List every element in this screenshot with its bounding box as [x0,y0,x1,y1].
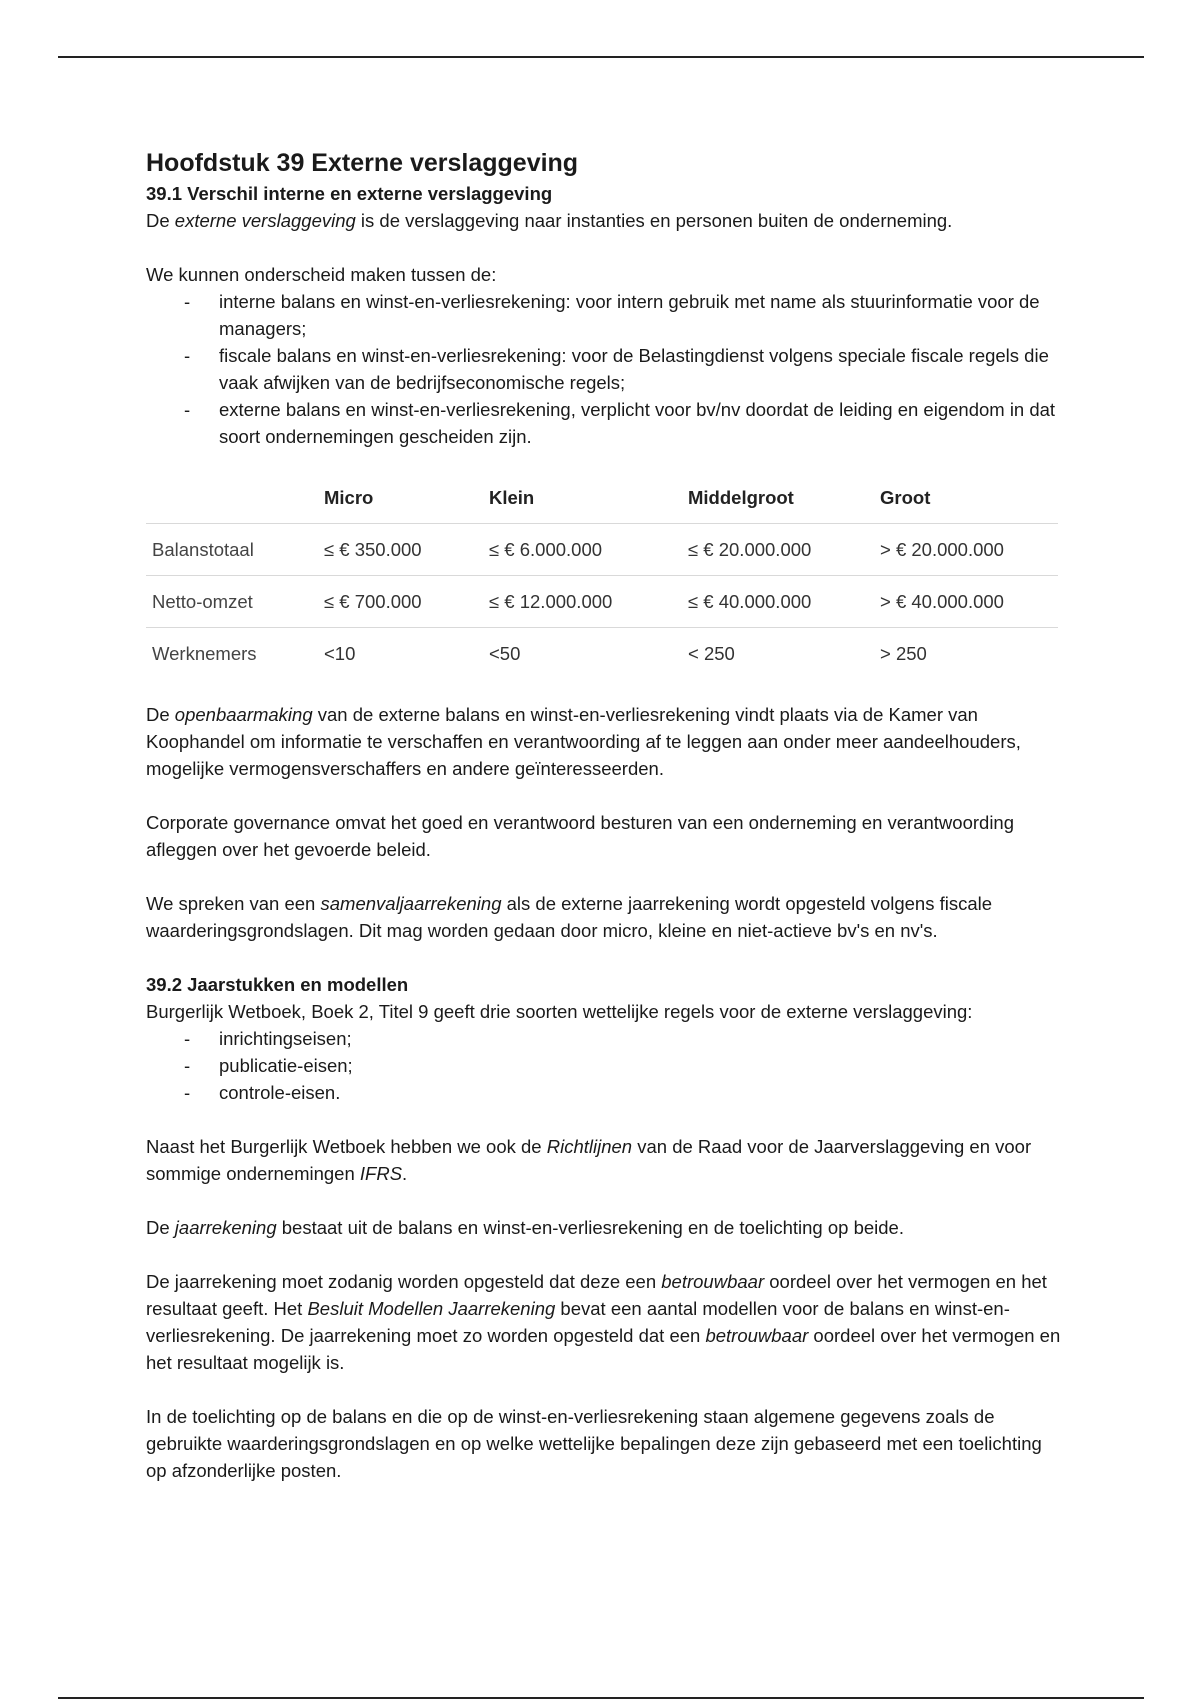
paragraph-externe-verslaggeving: De externe verslaggeving is de verslaggeving naar instanties en personen buiten de onderneming. [146,210,953,231]
table-cell: <50 [483,628,682,680]
list-item: - fiscale balans en winst-en-verliesrekening: voor de Belastingdienst volgens speciale fiscale regels die vaak afwijken van de bedrijfseconomische regels; [219,342,1066,396]
list-item: - publicatie-eisen; [219,1052,1066,1079]
paragraph-openbaarmaking: De openbaarmaking van de externe balans en winst-en-verliesrekening vindt plaats via de Kamer van Koophandel om informatie te verschaffen en verantwoording af te leggen aan onder meer aandeelhouders, mogelijke vermogensverschaffers en andere geïnteresseerden. [146,704,1021,779]
table-cell: < 250 [682,628,874,680]
table-row [146,576,1058,628]
table-cell: > 250 [874,628,1058,680]
document-body [146,146,1066,1484]
table-cell: > € 20.000.000 [874,524,1058,576]
paragraph-richtlijnen: Naast het Burgerlijk Wetboek hebben we ook de Richtlijnen van de Raad voor de Jaarverslaggeving en voor sommige ondernemingen IFRS. [146,1136,1032,1184]
table-cell: Netto-omzet [146,576,318,628]
table-header-cell [146,472,318,524]
table-header-cell: Micro [324,486,374,508]
report-types-list [146,288,1066,450]
list-item: - externe balans en winst-en-verliesrekening, verplicht voor bv/nv doordat de leiding en eigendom in dat soort ondernemingen gescheiden zijn. [219,396,1066,450]
paragraph-burgerlijk-wetboek: Burgerlijk Wetboek, Boek 2, Titel 9 geeft drie soorten wettelijke regels voor de externe verslaggeving: [146,1001,973,1022]
list-item: - inrichtingseisen; [219,1025,1066,1052]
table-cell: ≤ € 6.000.000 [483,524,682,576]
header-rule [58,56,1144,58]
table-header-cell: Middelgroot [688,486,794,508]
table-cell: Balanstotaal [146,524,318,576]
table-cell: ≤ € 350.000 [318,524,483,576]
list-intro: We kunnen onderscheid maken tussen de: [146,264,497,285]
footer-rule [58,1697,1144,1699]
paragraph-corporate-governance: Corporate governance omvat het goed en verantwoord besturen van een onderneming en verantwoording afleggen over het gevoerde beleid. [146,812,1015,860]
table-cell: ≤ € 40.000.000 [682,576,874,628]
rules-list [146,1025,1066,1106]
table-cell: > € 40.000.000 [874,576,1058,628]
paragraph-toelichting: In de toelichting op de balans en die op de winst-en-verliesrekening staan algemene gegevens zoals de gebruikte waarderingsgrondslagen en op welke wettelijke bepalingen deze zijn gebaseerd met een toelichting op afzonderlijke posten. [146,1406,1042,1481]
paragraph-jaarrekening: De jaarrekening bestaat uit de balans en winst-en-verliesrekening en de toelichting op beide. [146,1217,904,1238]
section-heading-39-1: 39.1 Verschil interne en externe verslaggeving [146,183,553,204]
table-header-cell: Groot [880,486,931,508]
table-cell: <10 [318,628,483,680]
list-item: - interne balans en winst-en-verliesrekening: voor intern gebruik met name als stuurinformatie voor de managers; [219,288,1066,342]
table-header-cell: Klein [489,486,535,508]
paragraph-samenvaljaarrekening: We spreken van een samenvaljaarrekening als de externe jaarrekening wordt opgesteld volgens fiscale waarderingsgrondslagen. Dit mag worden gedaan door micro, kleine en niet-actieve bv's en nv's. [146,893,993,941]
list-item: - controle-eisen. [219,1079,1066,1106]
company-size-table [146,472,1058,679]
table-cell: ≤ € 700.000 [318,576,483,628]
table-row [146,628,1058,680]
table-header-row [146,472,1058,524]
table-cell: ≤ € 12.000.000 [483,576,682,628]
table-row [146,524,1058,576]
table-cell: ≤ € 20.000.000 [682,524,874,576]
section-heading-39-2: 39.2 Jaarstukken en modellen [146,974,409,995]
paragraph-betrouwbaar: De jaarrekening moet zodanig worden opgesteld dat deze een betrouwbaar oordeel over het vermogen en het resultaat geeft. Het Besluit Modellen Jaarrekening bevat een aantal modellen voor de balans en winst-en-verliesrekening. De jaarrekening moet zo worden opgesteld dat een betrouwbaar oordeel over het vermogen en het resultaat mogelijk is. [146,1271,1061,1373]
chapter-title: Hoofdstuk 39 Externe verslaggeving [146,149,579,177]
table-cell: Werknemers [146,628,318,680]
